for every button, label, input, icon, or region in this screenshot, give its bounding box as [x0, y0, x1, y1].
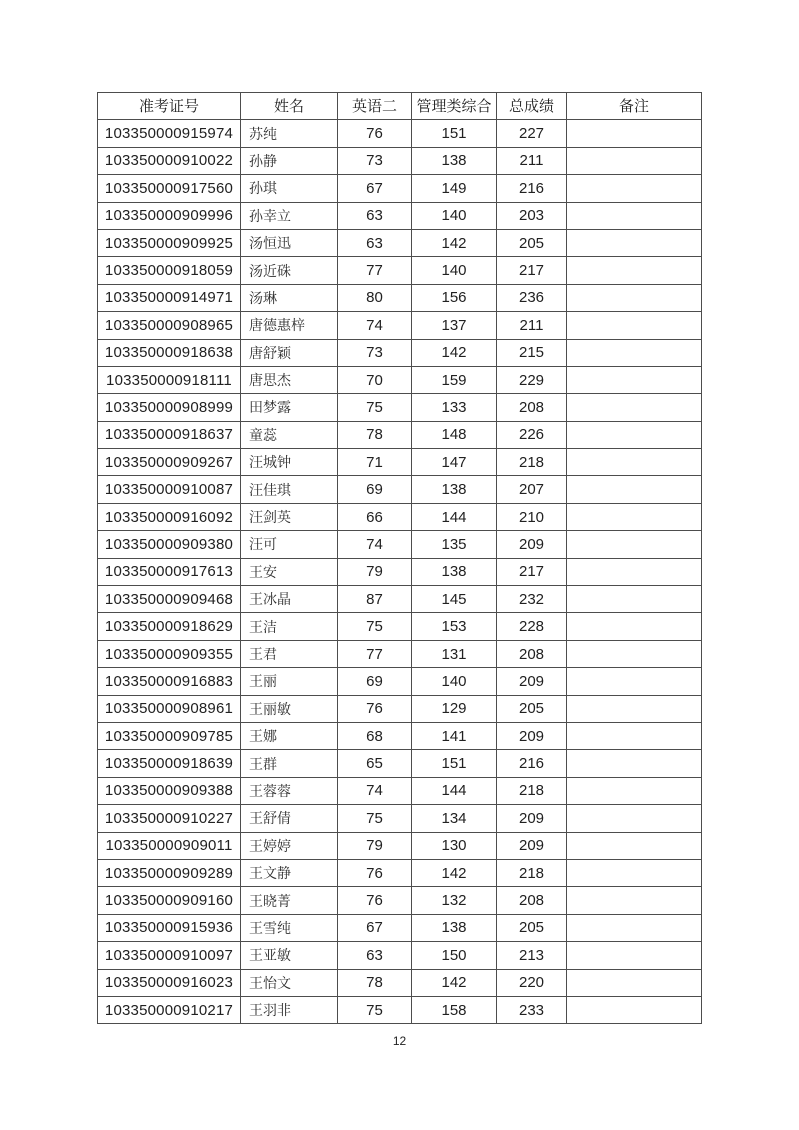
remark-cell: [567, 120, 702, 147]
name-cell: 田梦露: [241, 394, 338, 421]
total-score-cell: 213: [497, 942, 567, 969]
english2-score-cell: 79: [338, 558, 412, 585]
column-header-ticket: 准考证号: [98, 93, 241, 120]
remark-cell: [567, 996, 702, 1023]
name-cell: 王蓉蓉: [241, 777, 338, 804]
name-cell: 孙幸立: [241, 202, 338, 229]
remark-cell: [567, 668, 702, 695]
column-header-management: 管理类综合: [412, 93, 497, 120]
total-score-cell: 209: [497, 722, 567, 749]
table-header-row: [98, 93, 702, 120]
english2-score-cell: 71: [338, 449, 412, 476]
name-cell: 王晓菁: [241, 887, 338, 914]
name-cell: 王文静: [241, 859, 338, 886]
english2-score-cell: 75: [338, 805, 412, 832]
english2-score-cell: 75: [338, 613, 412, 640]
remark-cell: [567, 312, 702, 339]
table-row: [98, 229, 702, 256]
column-header-remark: 备注: [567, 93, 702, 120]
remark-cell: [567, 887, 702, 914]
table-row: [98, 805, 702, 832]
management-score-cell: 129: [412, 695, 497, 722]
total-score-cell: 208: [497, 640, 567, 667]
management-score-cell: 138: [412, 476, 497, 503]
ticket-cell: 103350000916023: [98, 969, 241, 996]
ticket-cell: 103350000910087: [98, 476, 241, 503]
name-cell: 汪佳琪: [241, 476, 338, 503]
remark-cell: [567, 722, 702, 749]
remark-cell: [567, 969, 702, 996]
remark-cell: [567, 175, 702, 202]
remark-cell: [567, 147, 702, 174]
table-row: [98, 147, 702, 174]
total-score-cell: 209: [497, 805, 567, 832]
total-score-cell: 210: [497, 503, 567, 530]
english2-score-cell: 70: [338, 366, 412, 393]
ticket-cell: 103350000908961: [98, 695, 241, 722]
ticket-cell: 103350000909388: [98, 777, 241, 804]
ticket-cell: 103350000918637: [98, 421, 241, 448]
management-score-cell: 132: [412, 887, 497, 914]
table-row: [98, 750, 702, 777]
name-cell: 王丽: [241, 668, 338, 695]
ticket-cell: 103350000909289: [98, 859, 241, 886]
name-cell: 王怡文: [241, 969, 338, 996]
english2-score-cell: 63: [338, 942, 412, 969]
ticket-cell: 103350000908965: [98, 312, 241, 339]
english2-score-cell: 76: [338, 695, 412, 722]
table-row: [98, 284, 702, 311]
total-score-cell: 232: [497, 586, 567, 613]
english2-score-cell: 73: [338, 147, 412, 174]
total-score-cell: 209: [497, 668, 567, 695]
total-score-cell: 216: [497, 750, 567, 777]
column-header-name: 姓名: [241, 93, 338, 120]
english2-score-cell: 79: [338, 832, 412, 859]
name-cell: 王君: [241, 640, 338, 667]
english2-score-cell: 75: [338, 394, 412, 421]
remark-cell: [567, 586, 702, 613]
total-score-cell: 205: [497, 914, 567, 941]
name-cell: 王婷婷: [241, 832, 338, 859]
english2-score-cell: 76: [338, 887, 412, 914]
name-cell: 王娜: [241, 722, 338, 749]
total-score-cell: 217: [497, 558, 567, 585]
total-score-cell: 208: [497, 887, 567, 914]
remark-cell: [567, 503, 702, 530]
english2-score-cell: 77: [338, 257, 412, 284]
english2-score-cell: 78: [338, 421, 412, 448]
ticket-cell: 103350000908999: [98, 394, 241, 421]
table-row: [98, 503, 702, 530]
management-score-cell: 140: [412, 257, 497, 284]
management-score-cell: 134: [412, 805, 497, 832]
ticket-cell: 103350000915974: [98, 120, 241, 147]
table-row: [98, 887, 702, 914]
management-score-cell: 130: [412, 832, 497, 859]
total-score-cell: 228: [497, 613, 567, 640]
table-row: [98, 202, 702, 229]
management-score-cell: 153: [412, 613, 497, 640]
management-score-cell: 138: [412, 147, 497, 174]
remark-cell: [567, 832, 702, 859]
ticket-cell: 103350000910022: [98, 147, 241, 174]
remark-cell: [567, 449, 702, 476]
english2-score-cell: 74: [338, 531, 412, 558]
name-cell: 王冰晶: [241, 586, 338, 613]
table-row: [98, 394, 702, 421]
remark-cell: [567, 695, 702, 722]
management-score-cell: 142: [412, 969, 497, 996]
name-cell: 王洁: [241, 613, 338, 640]
total-score-cell: 209: [497, 531, 567, 558]
management-score-cell: 137: [412, 312, 497, 339]
total-score-cell: 217: [497, 257, 567, 284]
management-score-cell: 147: [412, 449, 497, 476]
management-score-cell: 156: [412, 284, 497, 311]
remark-cell: [567, 339, 702, 366]
english2-score-cell: 76: [338, 120, 412, 147]
remark-cell: [567, 558, 702, 585]
ticket-cell: 103350000909355: [98, 640, 241, 667]
management-score-cell: 148: [412, 421, 497, 448]
total-score-cell: 233: [497, 996, 567, 1023]
english2-score-cell: 69: [338, 668, 412, 695]
english2-score-cell: 76: [338, 859, 412, 886]
name-cell: 苏纯: [241, 120, 338, 147]
management-score-cell: 151: [412, 750, 497, 777]
management-score-cell: 133: [412, 394, 497, 421]
total-score-cell: 207: [497, 476, 567, 503]
table-row: [98, 339, 702, 366]
total-score-cell: 208: [497, 394, 567, 421]
management-score-cell: 138: [412, 914, 497, 941]
remark-cell: [567, 777, 702, 804]
table-row: [98, 421, 702, 448]
ticket-cell: 103350000909996: [98, 202, 241, 229]
management-score-cell: 159: [412, 366, 497, 393]
ticket-cell: 103350000909160: [98, 887, 241, 914]
english2-score-cell: 87: [338, 586, 412, 613]
ticket-cell: 103350000918059: [98, 257, 241, 284]
ticket-cell: 103350000918638: [98, 339, 241, 366]
management-score-cell: 140: [412, 202, 497, 229]
ticket-cell: 103350000917560: [98, 175, 241, 202]
ticket-cell: 103350000909267: [98, 449, 241, 476]
management-score-cell: 142: [412, 339, 497, 366]
remark-cell: [567, 394, 702, 421]
total-score-cell: 209: [497, 832, 567, 859]
name-cell: 王舒倩: [241, 805, 338, 832]
ticket-cell: 103350000910097: [98, 942, 241, 969]
ticket-cell: 103350000916092: [98, 503, 241, 530]
management-score-cell: 141: [412, 722, 497, 749]
name-cell: 汤近硃: [241, 257, 338, 284]
name-cell: 唐德惠梓: [241, 312, 338, 339]
name-cell: 王羽非: [241, 996, 338, 1023]
english2-score-cell: 67: [338, 175, 412, 202]
english2-score-cell: 68: [338, 722, 412, 749]
remark-cell: [567, 284, 702, 311]
total-score-cell: 218: [497, 777, 567, 804]
total-score-cell: 216: [497, 175, 567, 202]
english2-score-cell: 73: [338, 339, 412, 366]
name-cell: 唐思杰: [241, 366, 338, 393]
remark-cell: [567, 750, 702, 777]
total-score-cell: 226: [497, 421, 567, 448]
management-score-cell: 144: [412, 777, 497, 804]
english2-score-cell: 75: [338, 996, 412, 1023]
remark-cell: [567, 613, 702, 640]
table-row: [98, 640, 702, 667]
table-row: [98, 257, 702, 284]
score-table: [97, 92, 702, 1024]
column-header-english2: 英语二: [338, 93, 412, 120]
english2-score-cell: 77: [338, 640, 412, 667]
table-row: [98, 722, 702, 749]
name-cell: 王亚敏: [241, 942, 338, 969]
ticket-cell: 103350000915936: [98, 914, 241, 941]
english2-score-cell: 80: [338, 284, 412, 311]
table-row: [98, 449, 702, 476]
remark-cell: [567, 914, 702, 941]
management-score-cell: 151: [412, 120, 497, 147]
total-score-cell: 211: [497, 147, 567, 174]
management-score-cell: 138: [412, 558, 497, 585]
table-row: [98, 558, 702, 585]
name-cell: 王雪纯: [241, 914, 338, 941]
english2-score-cell: 63: [338, 202, 412, 229]
total-score-cell: 218: [497, 449, 567, 476]
ticket-cell: 103350000917613: [98, 558, 241, 585]
ticket-cell: 103350000918639: [98, 750, 241, 777]
english2-score-cell: 67: [338, 914, 412, 941]
table-row: [98, 531, 702, 558]
table-row: [98, 476, 702, 503]
total-score-cell: 203: [497, 202, 567, 229]
english2-score-cell: 78: [338, 969, 412, 996]
name-cell: 孙静: [241, 147, 338, 174]
remark-cell: [567, 229, 702, 256]
ticket-cell: 103350000910227: [98, 805, 241, 832]
management-score-cell: 158: [412, 996, 497, 1023]
remark-cell: [567, 476, 702, 503]
name-cell: 汤琳: [241, 284, 338, 311]
ticket-cell: 103350000909785: [98, 722, 241, 749]
management-score-cell: 149: [412, 175, 497, 202]
table-row: [98, 832, 702, 859]
remark-cell: [567, 366, 702, 393]
name-cell: 唐舒颖: [241, 339, 338, 366]
table-row: [98, 120, 702, 147]
management-score-cell: 142: [412, 859, 497, 886]
english2-score-cell: 74: [338, 777, 412, 804]
total-score-cell: 229: [497, 366, 567, 393]
name-cell: 童蕊: [241, 421, 338, 448]
total-score-cell: 220: [497, 969, 567, 996]
name-cell: 王群: [241, 750, 338, 777]
table-row: [98, 777, 702, 804]
ticket-cell: 103350000909468: [98, 586, 241, 613]
remark-cell: [567, 531, 702, 558]
table-row: [98, 996, 702, 1023]
english2-score-cell: 69: [338, 476, 412, 503]
remark-cell: [567, 421, 702, 448]
management-score-cell: 144: [412, 503, 497, 530]
table-row: [98, 695, 702, 722]
management-score-cell: 145: [412, 586, 497, 613]
name-cell: 汤恒迅: [241, 229, 338, 256]
table-row: [98, 366, 702, 393]
ticket-cell: 103350000909925: [98, 229, 241, 256]
english2-score-cell: 74: [338, 312, 412, 339]
english2-score-cell: 65: [338, 750, 412, 777]
total-score-cell: 205: [497, 695, 567, 722]
table-row: [98, 969, 702, 996]
management-score-cell: 135: [412, 531, 497, 558]
total-score-cell: 205: [497, 229, 567, 256]
table-row: [98, 942, 702, 969]
table-row: [98, 668, 702, 695]
name-cell: 王丽敏: [241, 695, 338, 722]
table-row: [98, 175, 702, 202]
management-score-cell: 142: [412, 229, 497, 256]
name-cell: 汪城钟: [241, 449, 338, 476]
ticket-cell: 103350000914971: [98, 284, 241, 311]
ticket-cell: 103350000909380: [98, 531, 241, 558]
table-row: [98, 312, 702, 339]
ticket-cell: 103350000916883: [98, 668, 241, 695]
ticket-cell: 103350000918111: [98, 366, 241, 393]
table-row: [98, 613, 702, 640]
total-score-cell: 218: [497, 859, 567, 886]
column-header-total: 总成绩: [497, 93, 567, 120]
english2-score-cell: 66: [338, 503, 412, 530]
management-score-cell: 131: [412, 640, 497, 667]
total-score-cell: 215: [497, 339, 567, 366]
english2-score-cell: 63: [338, 229, 412, 256]
remark-cell: [567, 805, 702, 832]
table-row: [98, 914, 702, 941]
ticket-cell: 103350000918629: [98, 613, 241, 640]
ticket-cell: 103350000909011: [98, 832, 241, 859]
remark-cell: [567, 202, 702, 229]
management-score-cell: 140: [412, 668, 497, 695]
total-score-cell: 236: [497, 284, 567, 311]
remark-cell: [567, 942, 702, 969]
total-score-cell: 211: [497, 312, 567, 339]
table-row: [98, 859, 702, 886]
page-number: 12: [392, 1034, 407, 1048]
ticket-cell: 103350000910217: [98, 996, 241, 1023]
remark-cell: [567, 640, 702, 667]
name-cell: 王安: [241, 558, 338, 585]
name-cell: 汪剑英: [241, 503, 338, 530]
total-score-cell: 227: [497, 120, 567, 147]
table-row: [98, 586, 702, 613]
name-cell: 汪可: [241, 531, 338, 558]
remark-cell: [567, 859, 702, 886]
name-cell: 孙琪: [241, 175, 338, 202]
remark-cell: [567, 257, 702, 284]
management-score-cell: 150: [412, 942, 497, 969]
